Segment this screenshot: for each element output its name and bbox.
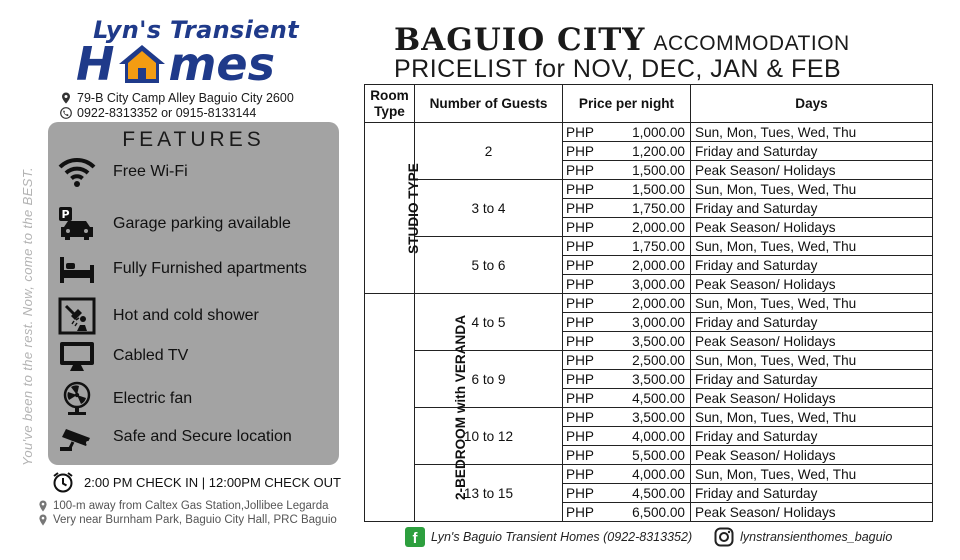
tv-icon bbox=[56, 336, 98, 376]
days-cell: Peak Season/ Holidays bbox=[691, 446, 933, 465]
currency-cell: PHP bbox=[563, 275, 613, 294]
wifi-icon bbox=[56, 152, 98, 192]
feature-item bbox=[56, 417, 336, 457]
days-cell: Friday and Saturday bbox=[691, 427, 933, 446]
currency-cell: PHP bbox=[563, 389, 613, 408]
parking-car-icon bbox=[56, 204, 98, 244]
price-cell: 1,200.00 bbox=[613, 142, 691, 161]
days-cell: Friday and Saturday bbox=[691, 484, 933, 503]
days-cell: Friday and Saturday bbox=[691, 256, 933, 275]
days-cell: Friday and Saturday bbox=[691, 142, 933, 161]
room-type-label: 2-BEDROOM with VERANDA bbox=[453, 314, 469, 501]
feature-item bbox=[56, 249, 336, 289]
house-logo-icon bbox=[117, 42, 167, 86]
page-title bbox=[394, 22, 850, 58]
table-row bbox=[365, 123, 933, 142]
phone-numbers[interactable]: 0922-8313352 or 0915-8133144 bbox=[77, 106, 257, 120]
guests-cell: 5 to 6 bbox=[415, 237, 563, 294]
electric-fan-icon bbox=[56, 379, 98, 419]
price-cell: 4,500.00 bbox=[613, 484, 691, 503]
currency-cell: PHP bbox=[563, 180, 613, 199]
price-cell: 5,500.00 bbox=[613, 446, 691, 465]
room-type-cell bbox=[365, 123, 421, 294]
currency-cell: PHP bbox=[563, 408, 613, 427]
currency-cell: PHP bbox=[563, 161, 613, 180]
security-camera-icon bbox=[56, 417, 98, 457]
days-cell: Peak Season/ Holidays bbox=[691, 503, 933, 522]
page-subtitle: PRICELIST for NOV, DEC, JAN & FEB bbox=[394, 55, 842, 83]
days-cell: Sun, Mon, Tues, Wed, Thu bbox=[691, 237, 933, 256]
currency-cell: PHP bbox=[563, 123, 613, 142]
table-row bbox=[365, 465, 933, 484]
location-note-text: Very near Burnham Park, Baguio City Hall, PRC Baguio bbox=[53, 514, 337, 526]
feature-item bbox=[56, 336, 336, 376]
currency-cell: PHP bbox=[563, 370, 613, 389]
currency-cell: PHP bbox=[563, 237, 613, 256]
price-cell: 4,000.00 bbox=[613, 427, 691, 446]
address-line bbox=[60, 91, 294, 105]
table-row bbox=[365, 351, 933, 370]
brand-name-suffix: mes bbox=[168, 37, 276, 91]
alarm-clock-icon bbox=[52, 471, 74, 493]
table-row bbox=[365, 408, 933, 427]
location-note bbox=[38, 514, 337, 526]
features-title: FEATURES bbox=[122, 128, 265, 151]
currency-cell: PHP bbox=[563, 484, 613, 503]
currency-cell: PHP bbox=[563, 313, 613, 332]
feature-item bbox=[56, 379, 336, 419]
table-header-row bbox=[365, 85, 933, 123]
features-panel bbox=[48, 122, 339, 465]
currency-cell: PHP bbox=[563, 199, 613, 218]
city-name: BAGUIO CITY bbox=[394, 22, 646, 58]
feature-label: Garage parking available bbox=[113, 215, 291, 232]
location-note bbox=[38, 500, 329, 512]
facebook-handle[interactable]: Lyn's Baguio Transient Homes (0922-8313352) bbox=[431, 530, 693, 544]
price-cell: 1,000.00 bbox=[613, 123, 691, 142]
price-cell: 1,750.00 bbox=[613, 237, 691, 256]
price-cell: 4,000.00 bbox=[613, 465, 691, 484]
header-guests: Number of Guests bbox=[415, 85, 563, 123]
price-cell: 3,500.00 bbox=[613, 408, 691, 427]
guests-cell: 13 to 15 bbox=[415, 465, 563, 522]
header-price: Price per night bbox=[563, 85, 691, 123]
price-cell: 1,750.00 bbox=[613, 199, 691, 218]
room-type-label: STUDIO TYPE bbox=[405, 162, 421, 254]
currency-cell: PHP bbox=[563, 218, 613, 237]
location-note-text: 100-m away from Caltex Gas Station,Jollibee Legarda bbox=[53, 500, 329, 512]
checkin-text: 2:00 PM CHECK IN | 12:00PM CHECK OUT bbox=[84, 474, 341, 490]
svg-text:P: P bbox=[61, 208, 70, 221]
price-cell: 1,500.00 bbox=[613, 161, 691, 180]
price-cell: 2,000.00 bbox=[613, 294, 691, 313]
guests-cell: 10 to 12 bbox=[415, 408, 563, 465]
days-cell: Friday and Saturday bbox=[691, 199, 933, 218]
address-text: 79-B City Camp Alley Baguio City 2600 bbox=[77, 91, 294, 105]
phone-icon bbox=[60, 107, 72, 119]
days-cell: Peak Season/ Holidays bbox=[691, 275, 933, 294]
price-cell: 6,500.00 bbox=[613, 503, 691, 522]
currency-cell: PHP bbox=[563, 446, 613, 465]
feature-label: Fully Furnished apartments bbox=[113, 260, 307, 277]
social-footer bbox=[405, 527, 892, 547]
price-cell: 3,000.00 bbox=[613, 275, 691, 294]
brand-logo bbox=[76, 37, 276, 91]
header-room-type: Room Type bbox=[365, 85, 415, 123]
table-row bbox=[365, 180, 933, 199]
price-cell: 3,000.00 bbox=[613, 313, 691, 332]
guests-cell: 2 bbox=[415, 123, 563, 180]
days-cell: Peak Season/ Holidays bbox=[691, 332, 933, 351]
tagline: You've been to the rest. Now, come to the BEST. bbox=[20, 166, 35, 466]
pricelist-table bbox=[364, 84, 933, 522]
days-cell: Sun, Mon, Tues, Wed, Thu bbox=[691, 465, 933, 484]
days-cell: Peak Season/ Holidays bbox=[691, 218, 933, 237]
price-cell: 2,500.00 bbox=[613, 351, 691, 370]
price-cell: 3,500.00 bbox=[613, 332, 691, 351]
days-cell: Friday and Saturday bbox=[691, 370, 933, 389]
price-cell: 2,000.00 bbox=[613, 218, 691, 237]
days-cell: Peak Season/ Holidays bbox=[691, 389, 933, 408]
instagram-handle[interactable]: lynstransienthomes_baguio bbox=[740, 530, 893, 544]
feature-label: Cabled TV bbox=[113, 347, 189, 364]
currency-cell: PHP bbox=[563, 503, 613, 522]
table-row bbox=[365, 237, 933, 256]
title-word: ACCOMMODATION bbox=[653, 32, 850, 55]
price-cell: 2,000.00 bbox=[613, 256, 691, 275]
currency-cell: PHP bbox=[563, 142, 613, 161]
currency-cell: PHP bbox=[563, 294, 613, 313]
location-pin-icon bbox=[38, 514, 48, 526]
checkin-info bbox=[52, 471, 341, 493]
feature-item bbox=[56, 152, 336, 192]
currency-cell: PHP bbox=[563, 351, 613, 370]
table-body bbox=[365, 123, 933, 522]
feature-label: Safe and Secure location bbox=[113, 428, 292, 445]
location-pin-icon bbox=[38, 500, 48, 512]
currency-cell: PHP bbox=[563, 256, 613, 275]
currency-cell: PHP bbox=[563, 465, 613, 484]
phone-line bbox=[60, 106, 256, 120]
price-cell: 1,500.00 bbox=[613, 180, 691, 199]
price-cell: 3,500.00 bbox=[613, 370, 691, 389]
feature-label: Free Wi-Fi bbox=[113, 163, 188, 180]
shower-icon bbox=[56, 296, 98, 336]
currency-cell: PHP bbox=[563, 332, 613, 351]
room-type-cell bbox=[365, 294, 469, 522]
days-cell: Friday and Saturday bbox=[691, 313, 933, 332]
guests-cell: 4 to 5 bbox=[415, 294, 563, 351]
table-row bbox=[365, 294, 933, 313]
feature-item bbox=[56, 296, 336, 336]
feature-label: Electric fan bbox=[113, 390, 193, 407]
price-cell: 4,500.00 bbox=[613, 389, 691, 408]
feature-label: Hot and cold shower bbox=[113, 307, 259, 324]
days-cell: Sun, Mon, Tues, Wed, Thu bbox=[691, 123, 933, 142]
guests-cell: 3 to 4 bbox=[415, 180, 563, 237]
days-cell: Sun, Mon, Tues, Wed, Thu bbox=[691, 180, 933, 199]
feature-item bbox=[56, 204, 336, 244]
currency-cell: PHP bbox=[563, 427, 613, 446]
days-cell: Sun, Mon, Tues, Wed, Thu bbox=[691, 408, 933, 427]
guests-cell: 6 to 9 bbox=[415, 351, 563, 408]
location-pin-icon bbox=[60, 92, 72, 104]
instagram-icon[interactable] bbox=[714, 527, 734, 547]
facebook-icon[interactable]: f bbox=[405, 527, 425, 547]
header-days: Days bbox=[691, 85, 933, 123]
brand-name-prefix: H bbox=[76, 37, 115, 91]
brand-name-line1: Lyn's Transient bbox=[93, 16, 299, 44]
days-cell: Sun, Mon, Tues, Wed, Thu bbox=[691, 351, 933, 370]
days-cell: Peak Season/ Holidays bbox=[691, 161, 933, 180]
bed-icon bbox=[56, 249, 98, 289]
days-cell: Sun, Mon, Tues, Wed, Thu bbox=[691, 294, 933, 313]
